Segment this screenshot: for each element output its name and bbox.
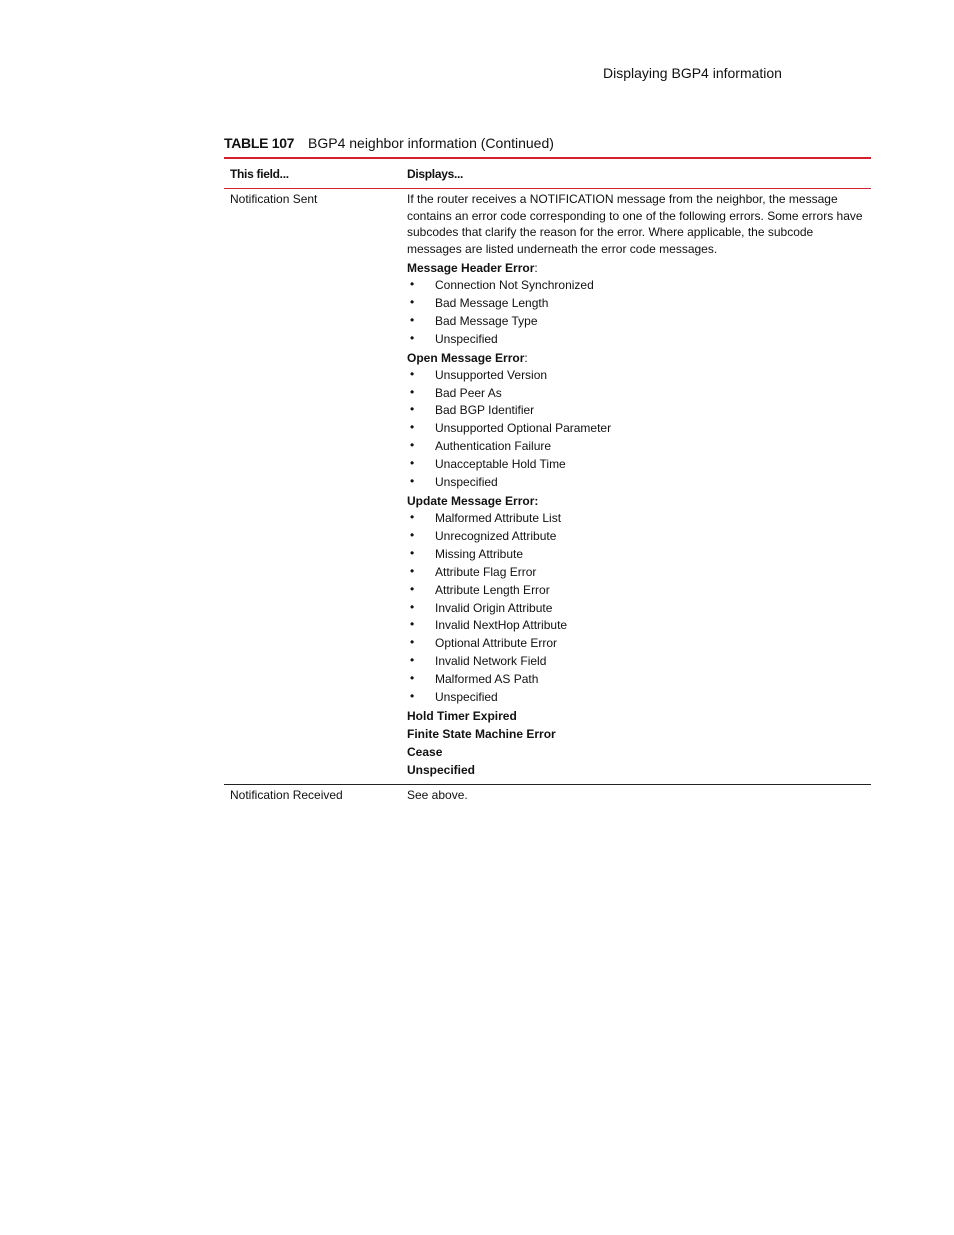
error-group-title: Update Message Error: <box>407 493 539 508</box>
list-item-text: Bad BGP Identifier <box>435 403 535 418</box>
error-subcode-list <box>407 367 871 492</box>
bullet-icon: • <box>410 330 415 345</box>
list-item <box>407 402 871 420</box>
list-item <box>407 689 871 707</box>
list-item <box>407 277 871 295</box>
bullet-icon: • <box>410 509 415 524</box>
list-item-text: Unsupported Optional Parameter <box>435 421 612 436</box>
bullet-icon: • <box>410 653 415 668</box>
bullet-icon: • <box>410 312 415 327</box>
list-item <box>407 582 871 600</box>
list-item <box>407 528 871 546</box>
error-group-heading <box>407 492 871 510</box>
bullet-icon: • <box>410 689 415 704</box>
list-item <box>407 313 871 331</box>
bullet-icon: • <box>410 384 415 399</box>
table-row <box>224 785 871 804</box>
error-group-title: Message Header Error <box>407 261 535 275</box>
list-item-text: Malformed AS Path <box>435 672 539 687</box>
list-item-text: Attribute Flag Error <box>435 564 537 579</box>
list-item <box>407 600 871 618</box>
list-item <box>407 385 871 403</box>
table-caption <box>224 135 554 151</box>
table-row <box>224 189 871 785</box>
displays-cell <box>401 191 871 779</box>
list-item-text: Unsupported Version <box>435 367 548 382</box>
list-item-text: Connection Not Synchronized <box>435 278 594 292</box>
table-header-row <box>224 159 871 189</box>
notification-intro-text: If the router receives a NOTIFICATION message from the neighbor, the message contains an error code corresponding to one of the following errors. Some errors have subcodes that clarify the reason for the error. Where applicable, the subcode messages are listed underneath the error code messages. <box>407 192 863 256</box>
error-code-heading: Hold Timer Expired <box>407 708 517 723</box>
bullet-icon: • <box>410 671 415 686</box>
list-item <box>407 635 871 653</box>
list-item-text: Unrecognized Attribute <box>435 528 557 543</box>
list-item-text: Unspecified <box>435 690 498 705</box>
list-item-text: Attribute Length Error <box>435 582 550 597</box>
bullet-icon: • <box>410 527 415 542</box>
list-item-text: Bad Message Length <box>435 295 549 310</box>
bullet-icon: • <box>410 456 415 471</box>
error-subcode-list <box>407 510 871 707</box>
list-item <box>407 653 871 671</box>
list-item <box>407 420 871 438</box>
bullet-icon: • <box>410 599 415 614</box>
list-item <box>407 617 871 635</box>
column-header-displays: Displays... <box>407 166 464 181</box>
list-item <box>407 438 871 456</box>
list-item-text: Bad Peer As <box>435 385 502 400</box>
error-code-heading: Unspecified <box>407 762 476 777</box>
list-item-text: Bad Message Type <box>435 313 538 328</box>
bullet-icon: • <box>410 581 415 596</box>
bullet-icon: • <box>410 420 415 435</box>
bullet-icon: • <box>410 617 415 632</box>
bullet-icon: • <box>410 402 415 417</box>
bgp4-neighbor-table <box>224 157 871 803</box>
error-code-heading: Finite State Machine Error <box>407 726 556 741</box>
list-item-text: Unspecified <box>435 475 498 490</box>
list-item <box>407 474 871 492</box>
list-item-text: Unacceptable Hold Time <box>435 457 566 472</box>
error-code-heading: Cease <box>407 744 443 759</box>
error-group-suffix: : <box>524 350 528 365</box>
table-caption-title: BGP4 neighbor information (Continued) <box>308 135 554 151</box>
error-group-heading <box>407 259 871 277</box>
list-item-text: Invalid NextHop Attribute <box>435 618 568 633</box>
table-caption-label: TABLE 107 <box>224 135 295 151</box>
error-subcode-list <box>407 277 871 349</box>
bullet-icon: • <box>410 474 415 489</box>
bullet-icon: • <box>410 563 415 578</box>
bullet-icon: • <box>410 438 415 453</box>
bullet-icon: • <box>410 635 415 650</box>
list-item <box>407 564 871 582</box>
list-item <box>407 546 871 564</box>
list-item-text: Missing Attribute <box>435 546 524 561</box>
list-item <box>407 331 871 349</box>
list-item <box>407 367 871 385</box>
list-item-text: Optional Attribute Error <box>435 636 558 651</box>
bullet-icon: • <box>410 294 415 309</box>
bullet-icon: • <box>410 545 415 560</box>
list-item-text: Invalid Origin Attribute <box>435 600 553 615</box>
error-group-heading <box>407 349 871 367</box>
list-item <box>407 510 871 528</box>
bullet-icon: • <box>410 277 415 291</box>
list-item <box>407 671 871 689</box>
list-item-text: Unspecified <box>435 331 498 346</box>
field-name-cell: Notification Received <box>230 787 343 802</box>
list-item-text: Invalid Network Field <box>435 654 547 669</box>
error-group-title: Open Message Error <box>407 350 525 365</box>
list-item <box>407 295 871 313</box>
running-header-title: Displaying BGP4 information <box>603 65 782 81</box>
list-item-text: Authentication Failure <box>435 439 552 454</box>
list-item-text: Malformed Attribute List <box>435 510 562 525</box>
error-group-suffix: : <box>534 261 538 275</box>
bullet-icon: • <box>410 366 415 381</box>
list-item <box>407 456 871 474</box>
column-header-field: This field... <box>230 166 289 181</box>
field-name-cell: Notification Sent <box>230 192 318 206</box>
displays-cell: See above. <box>407 787 468 802</box>
